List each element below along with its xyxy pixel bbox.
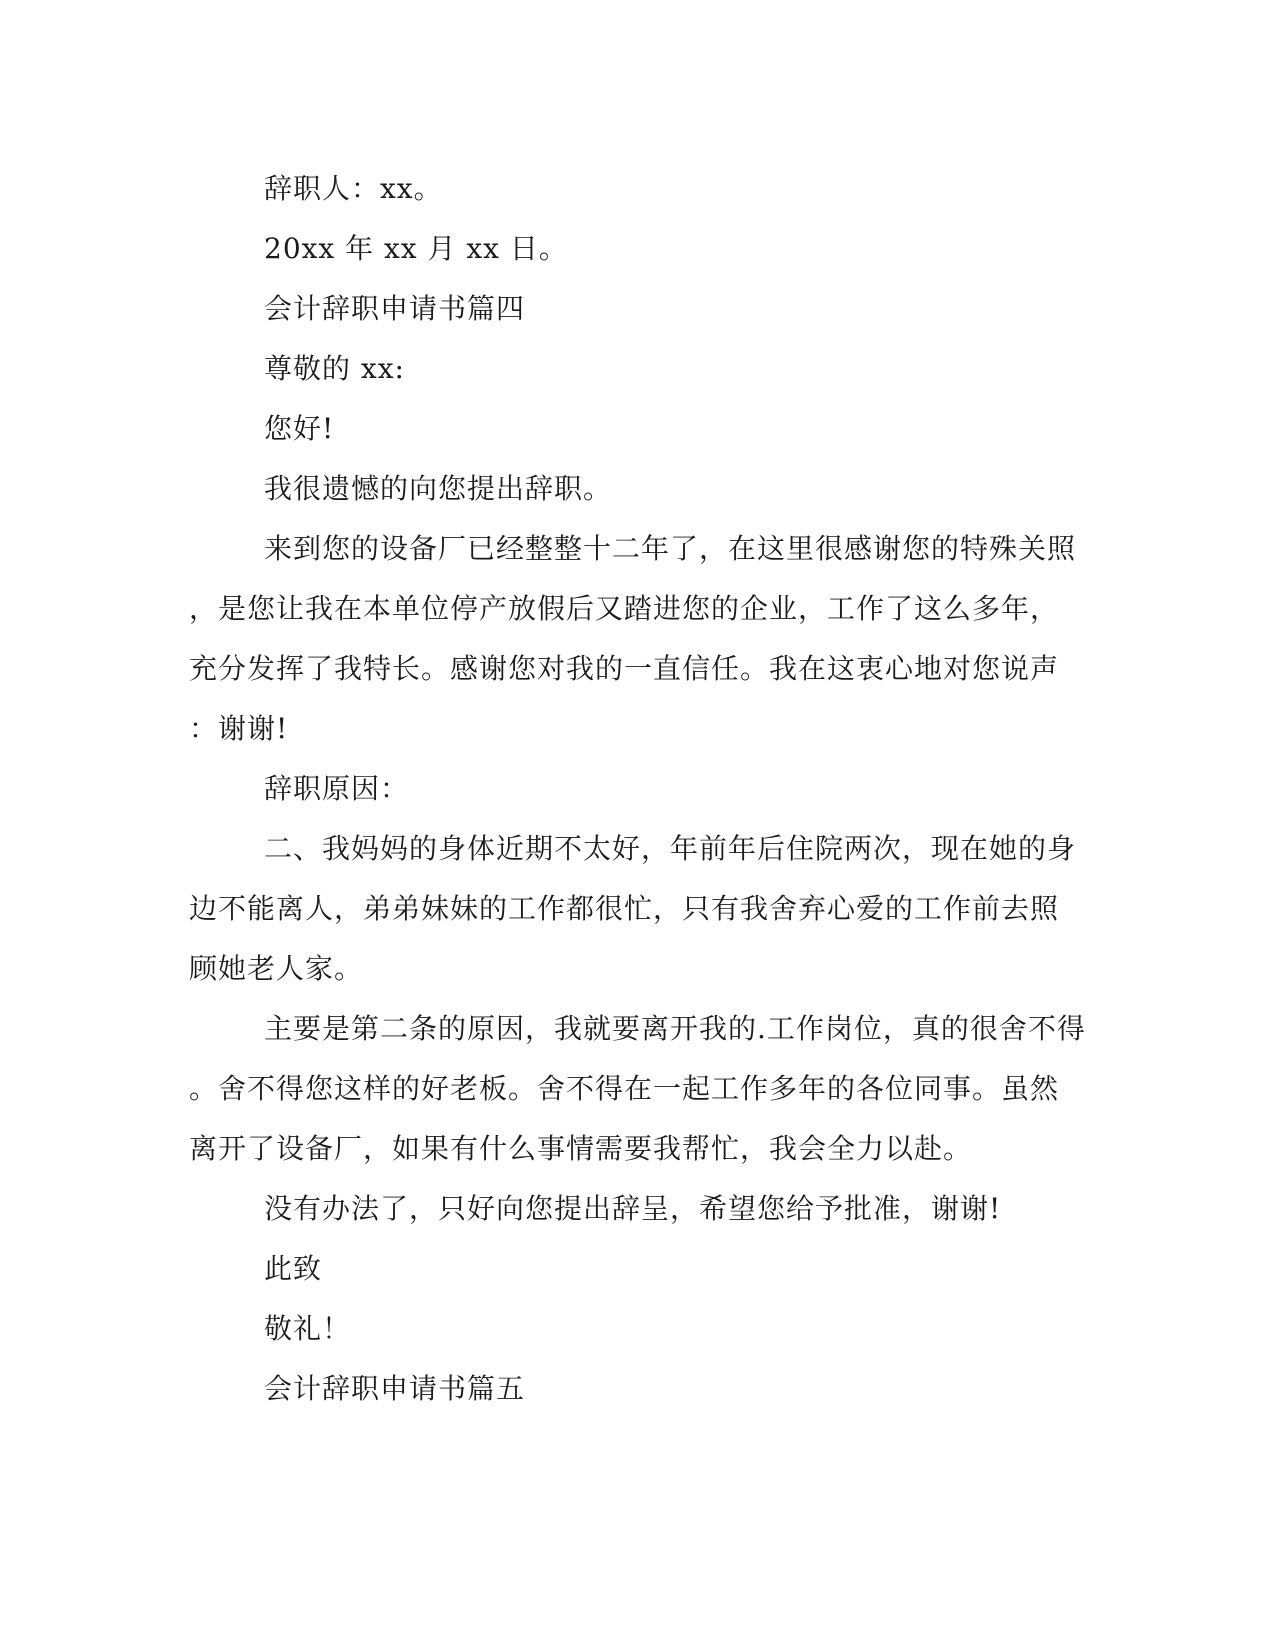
closing-line-1: 此致 [264, 1252, 323, 1285]
body-paragraph-2-line-3: 充分发挥了我特长。感谢您对我的一直信任。我在这衷心地对您说声 [189, 652, 1060, 685]
reasons-heading: 辞职原因： [264, 772, 410, 805]
closing-line-2: 敬礼！ [264, 1312, 352, 1345]
greeting: 您好! [264, 412, 335, 445]
section-heading-4: 会计辞职申请书篇四 [264, 292, 526, 325]
body-paragraph-3-line-3: 离开了设备厂，如果有什么事情需要我帮忙，我会全力以赴。 [189, 1132, 973, 1165]
reason-paragraph-line-2: 边不能离人，弟弟妹妹的工作都很忙，只有我舍弃心爱的工作前去照 [189, 892, 1060, 925]
salutation: 尊敬的 xx: [264, 352, 405, 385]
section-heading-5: 会计辞职申请书篇五 [264, 1372, 526, 1405]
body-paragraph-3-line-2: 。舍不得您这样的好老板。舍不得在一起工作多年的各位同事。虽然 [189, 1072, 1060, 1105]
body-paragraph-2-line-1: 来到您的设备厂已经整整十二年了，在这里很感谢您的特殊关照 [264, 532, 1077, 565]
resigner-line: 辞职人：xx。 [264, 172, 443, 205]
body-paragraph-2-line-2: ，是您让我在本单位停产放假后又踏进您的企业，工作了这么多年， [189, 592, 1060, 625]
body-paragraph-2-line-4: ：谢谢! [189, 712, 289, 745]
body-paragraph-1: 我很遗憾的向您提出辞职。 [264, 472, 613, 505]
body-paragraph-3-line-1: 主要是第二条的原因，我就要离开我的.工作岗位，真的很舍不得 [264, 1012, 1086, 1045]
reason-paragraph-line-1: 二、我妈妈的身体近期不太好，年前年后住院两次，现在她的身 [264, 832, 1077, 865]
reason-paragraph-line-3: 顾她老人家。 [189, 952, 364, 985]
date-line: 20xx 年 xx 月 xx 日。 [264, 232, 568, 265]
body-paragraph-4: 没有办法了，只好向您提出辞呈，希望您给予批准，谢谢! [264, 1192, 1002, 1225]
